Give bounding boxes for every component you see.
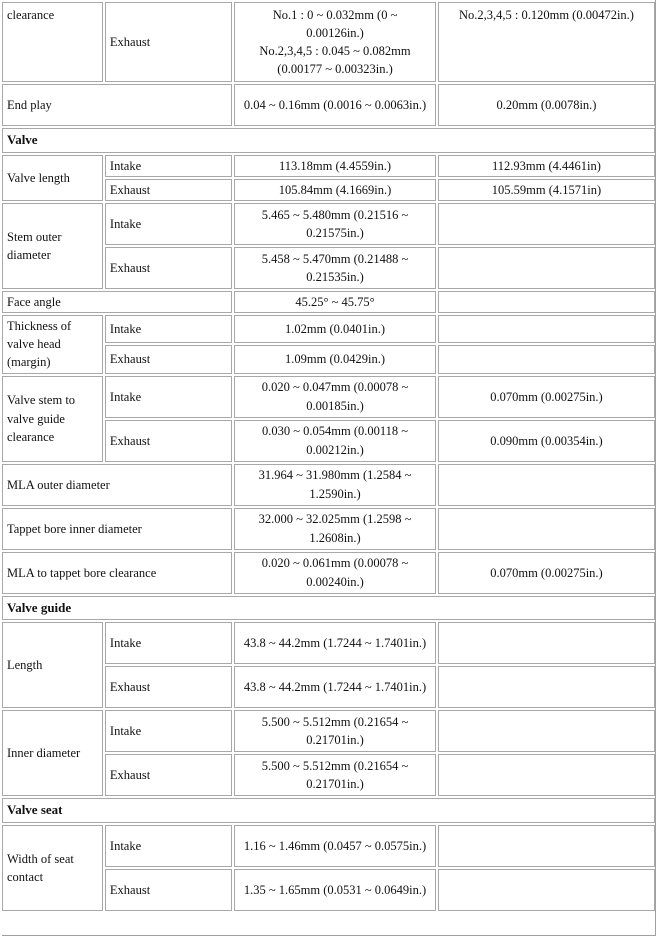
table-row [2, 2, 655, 82]
table-row [2, 128, 655, 153]
sub-label-exhaust: Exhaust [105, 869, 232, 911]
table-row [2, 376, 655, 418]
spec-line: (0.00177 ~ 0.00323in.) [277, 62, 393, 77]
sub-label-intake: Intake [105, 825, 232, 867]
limit-value: 0.20mm (0.0078in.) [438, 84, 655, 126]
table-row [2, 315, 655, 343]
sub-label-exhaust: Exhaust [105, 2, 232, 82]
table-row [2, 825, 655, 867]
row-label-face-angle: Face angle [2, 291, 232, 313]
sub-label-exhaust: Exhaust [105, 754, 232, 796]
limit-value-empty [438, 666, 655, 708]
section-heading-valve-seat: Valve seat [2, 798, 655, 823]
limit-value: 105.59mm (4.1571in) [438, 179, 655, 201]
limit-value-empty [438, 508, 655, 550]
section-heading-valve-guide: Valve guide [2, 596, 655, 621]
table-row [2, 84, 655, 126]
row-label-length: Length [2, 622, 103, 708]
table-row [2, 710, 655, 752]
table-row [2, 596, 655, 621]
spec-line: No.1 : 0 ~ 0.032mm (0 ~ [272, 7, 398, 22]
sub-label-exhaust: Exhaust [105, 247, 232, 289]
row-label-thickness-of-valve-head: Thickness of valve head (margin) [2, 315, 103, 373]
limit-value-empty [438, 754, 655, 796]
table-row [2, 622, 655, 664]
row-label-inner-diameter: Inner diameter [2, 710, 103, 796]
spec-table-page [2, 0, 656, 936]
sub-label-intake: Intake [105, 315, 232, 343]
row-label-tappet-bore-inner-diameter: Tappet bore inner diameter [2, 508, 232, 550]
spec-value: 32.000 ~ 32.025mm (1.2598 ~ 1.2608in.) [234, 508, 436, 550]
row-label-valve-length: Valve length [2, 155, 103, 201]
limit-value-empty [438, 345, 655, 373]
row-label-clearance: clearance [2, 2, 103, 82]
limit-value-empty [438, 315, 655, 343]
row-label-valve-stem-to-guide-clearance: Valve stem to valve guide clearance [2, 376, 103, 462]
table-row [2, 464, 655, 506]
spec-value: 5.500 ~ 5.512mm (0.21654 ~ 0.21701in.) [234, 754, 436, 796]
spec-value: 5.458 ~ 5.470mm (0.21488 ~ 0.21535in.) [234, 247, 436, 289]
spec-value: 43.8 ~ 44.2mm (1.7244 ~ 1.7401in.) [234, 622, 436, 664]
sub-label-intake: Intake [105, 710, 232, 752]
limit-value-empty [438, 464, 655, 506]
limit-value-empty [438, 622, 655, 664]
row-label-width-of-seat-contact: Width of seat contact [2, 825, 103, 911]
spec-value: 0.04 ~ 0.16mm (0.0016 ~ 0.0063in.) [234, 84, 436, 126]
row-label-mla-to-tappet-bore-clearance: MLA to tappet bore clearance [2, 552, 232, 594]
sub-label-intake: Intake [105, 155, 232, 177]
spec-value: 1.35 ~ 1.65mm (0.0531 ~ 0.0649in.) [234, 869, 436, 911]
limit-value: No.2,3,4,5 : 0.120mm (0.00472in.) [438, 2, 655, 82]
row-label-stem-outer-diameter: Stem outer diameter [2, 203, 103, 289]
spec-value: 113.18mm (4.4559in.) [234, 155, 436, 177]
section-heading-valve: Valve [2, 128, 655, 153]
limit-value-empty [438, 825, 655, 867]
row-label-mla-outer-diameter: MLA outer diameter [2, 464, 232, 506]
sub-label-intake: Intake [105, 203, 232, 245]
spec-value: 0.020 ~ 0.047mm (0.00078 ~ 0.00185in.) [234, 376, 436, 418]
row-label-end-play: End play [2, 84, 232, 126]
sub-label-intake: Intake [105, 622, 232, 664]
spec-value: 0.020 ~ 0.061mm (0.00078 ~ 0.00240in.) [234, 552, 436, 594]
specification-table [2, 0, 656, 913]
spec-value: 5.500 ~ 5.512mm (0.21654 ~ 0.21701in.) [234, 710, 436, 752]
limit-value: 0.070mm (0.00275in.) [438, 376, 655, 418]
table-row [2, 508, 655, 550]
table-row [2, 798, 655, 823]
spec-value: 31.964 ~ 31.980mm (1.2584 ~ 1.2590in.) [234, 464, 436, 506]
spec-value: 43.8 ~ 44.2mm (1.7244 ~ 1.7401in.) [234, 666, 436, 708]
spec-value: 1.02mm (0.0401in.) [234, 315, 436, 343]
table-row [2, 552, 655, 594]
sub-label-intake: Intake [105, 376, 232, 418]
limit-value: 112.93mm (4.4461in) [438, 155, 655, 177]
sub-label-exhaust: Exhaust [105, 345, 232, 373]
limit-value: 0.090mm (0.00354in.) [438, 420, 655, 462]
table-row [2, 291, 655, 313]
limit-value-empty [438, 247, 655, 289]
spec-value: 0.030 ~ 0.054mm (0.00118 ~ 0.00212in.) [234, 420, 436, 462]
limit-value-empty [438, 203, 655, 245]
limit-value-empty [438, 869, 655, 911]
spec-line: 0.00126in.) [306, 25, 364, 40]
sub-label-exhaust: Exhaust [105, 666, 232, 708]
spec-value: 45.25° ~ 45.75° [234, 291, 436, 313]
spec-value: 1.09mm (0.0429in.) [234, 345, 436, 373]
sub-label-exhaust: Exhaust [105, 420, 232, 462]
limit-value: 0.070mm (0.00275in.) [438, 552, 655, 594]
spec-value: 5.465 ~ 5.480mm (0.21516 ~ 0.21575in.) [234, 203, 436, 245]
spec-line: No.2,3,4,5 : 0.045 ~ 0.082mm [259, 44, 411, 58]
sub-label-exhaust: Exhaust [105, 179, 232, 201]
limit-value-empty [438, 710, 655, 752]
table-row [2, 155, 655, 177]
spec-value: 1.16 ~ 1.46mm (0.0457 ~ 0.0575in.) [234, 825, 436, 867]
spec-value [234, 2, 436, 82]
table-row [2, 203, 655, 245]
spec-value: 105.84mm (4.1669in.) [234, 179, 436, 201]
limit-value-empty [438, 291, 655, 313]
